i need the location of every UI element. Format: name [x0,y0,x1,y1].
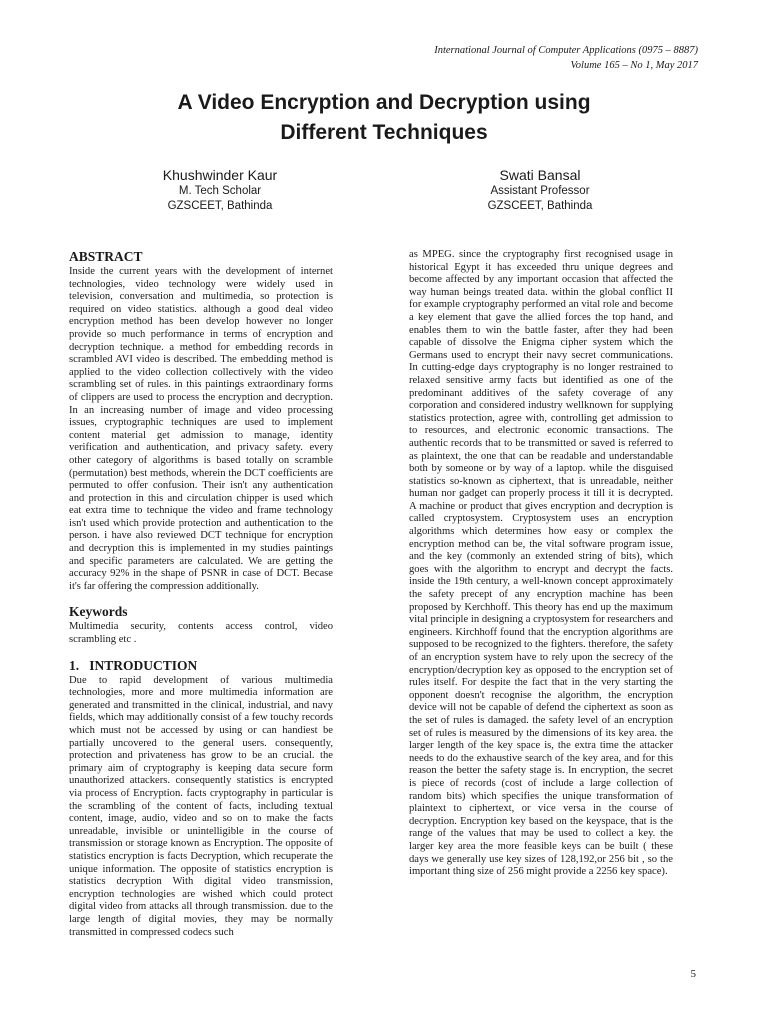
introduction-continued-text: as MPEG. since the cryptography first recognised usage in historical Egypt it has exceeded thru unique degrees and become affected by any important occasion that affected the way human beings treated data. within the global conflict II for example cryptography performed an vital role and become a key element that gave the allied forces the top hand, and enables them to win the battle faster, after they had been capable of dissolve the Enigma cipher system which the Germans used to encrypt their navy secret communications. In cutting-edge days cryptography is no longer restrained to relaxed sensitive army facts but identified as one of the predominant additives of the safety coverage of any corporation and considered industry wellknown for supplying statistics protection, agree with, controlling get admission to to resources, and electronic economic transactions. The authentic records that to be transmitted or saved is referred to as plaintext, the one that can be readable and understandable both by someone or by way of a laptop. while the disguised statistics so-known as ciphertext, that is unreadable, neither human nor gadget can properly process it till it is decrypted. A machine or product that gives encryption and decryption is called cryptosystem. Cryptosystem uses an encryption algorithms which determines how easy or complex the encryption method can be, the vital software program issue, and the key (commonly an extended string of bits), which goes with the algorithm to encrypt and decrypt the facts. inside the 19th century, a well-known concept approximately the safety precept of any encryption machine has been proposed by Kerchhoff. This theory has end up the maximum vital principle in designing a cryptosystem for researchers and engineers. Kirchhoff found that the encryption algorithms are supposed to be recognized to the fighters. therefore, the safety of an encryption system have to rely upon the secrecy of the encryption/decryption key as opposed to the encryption set of rules itself. For despite the fact that in the very starting the opponent doesn't recognise the algorithm, the encryption device will not be capable of defend the ciphertext as soon as the set of rules is damaged. the safety level of an encryption set of rules is measured by the dimensions of its key area. the larger length of the key space is, the extra time the attacker needs to do the exhaustive search of the key area, and for this reason the better the safety stage is. In encryption, the secret is piece of records (cost of include a large collection of random bits) which specifies the unique transformation of plaintext to ciphertext, or vice versa in the course of decryption. Encryption key based on the keyspace, that is the range of the values that may be used to collect a key. the larger key area the more feasible keys can be built ( these days we generally use key sizes of 128,192,or 256 bit , so the important thing size of 256 might provide a 2256 key space). [409,249,673,878]
journal-volume: Volume 165 – No 1, May 2017 [570,60,698,71]
author-role: Assistant Professor [490,185,590,197]
journal-header [434,43,698,73]
page-number: 5 [690,968,696,980]
author-name: Swati Bansal [499,167,581,183]
author-name: Khushwinder Kaur [162,167,278,183]
abstract-heading: ABSTRACT [69,249,143,264]
author-block-1 [120,166,320,214]
author-role: M. Tech Scholar [178,185,262,197]
introduction-text: Due to rapid development of various multimedia technologies, more and more multimedia information are generated and transmitted in the clinical, industrial, and navy fields, which may additionally consist of a few touchy records which must not be accessed by using or can handiest be partially uncovered to the general users. consequently, protection and privateness has grow to be an crucial. the primary aim of cryptography is keeping data secure form unauthorized attackers. consequently statistics is encrypted via process of Encryption. facts cryptography in particular is the scrambling of the content of facts, including textual content, image, audio, video and so on to make the facts unreadable, invisible or unintelligible in the course of transmission or storage known as Encryption. The opposite of statistics encryption is facts Decryption, which recuperate the unique information. The opposite of statistics encryption is statistics decryption With digital video transmission, encryption technologies are wished which could protect digital video from attacks all through transmission. due to the large length of digital movies, they may be normally transmitted in compressed codecs such [69,674,333,938]
journal-name: International Journal of Computer Applications (0975 – 8887) [434,45,698,56]
abstract-text: Inside the current years with the development of internet technologies, video technology were widely used in television, conversation and multimedia, so protection is required on video statistics. although a good deal video encryption method has been develop however no longer provide so much performance in terms of encryption and decryption technique. a method for embedding records in scrambled AVI video is described. The embedding method is applied to the video collection collectively with the video scrambling set of rules. in this paintings extraordinary forms of clippers are used to process the encryption and decryption. In an increasing number of image and video processing issues, cryptographic techniques are used to implement content material get admission to manage, identity verification and authentication, and privacy safety. every other category of algorithms is based totally on scramble (permutation) best methods, wherein the DCT coefficients are permuted to offer confusion. Their isn't any authentication and protection in this and circulation chipper is used which eat extra time to technique the video and frame technology isn't used which provide protection and authentication to the person. i have also reviewed DCT technique for encryption and decryption this is implemented in my studies paintings and specific parameters are calculated. We are getting the accuracy 92% in the shape of PSNR in case of DCT. Becase it's far offering the compression additionally. [69,266,333,592]
author-affiliation: GZSCEET, Bathinda [167,200,273,212]
author-affiliation: GZSCEET, Bathinda [487,200,593,212]
keywords-text: Multimedia security, contents access control, video scrambling etc . [69,621,333,646]
paper-title-line-2: Different Techniques [280,121,488,144]
right-column [409,249,673,879]
left-column [69,248,333,939]
author-block-2 [440,166,640,214]
paper-title [0,88,768,148]
keywords-heading: Keywords [69,604,128,620]
paper-title-line-1: A Video Encryption and Decryption using [177,91,591,114]
introduction-heading: 1. INTRODUCTION [69,657,198,673]
